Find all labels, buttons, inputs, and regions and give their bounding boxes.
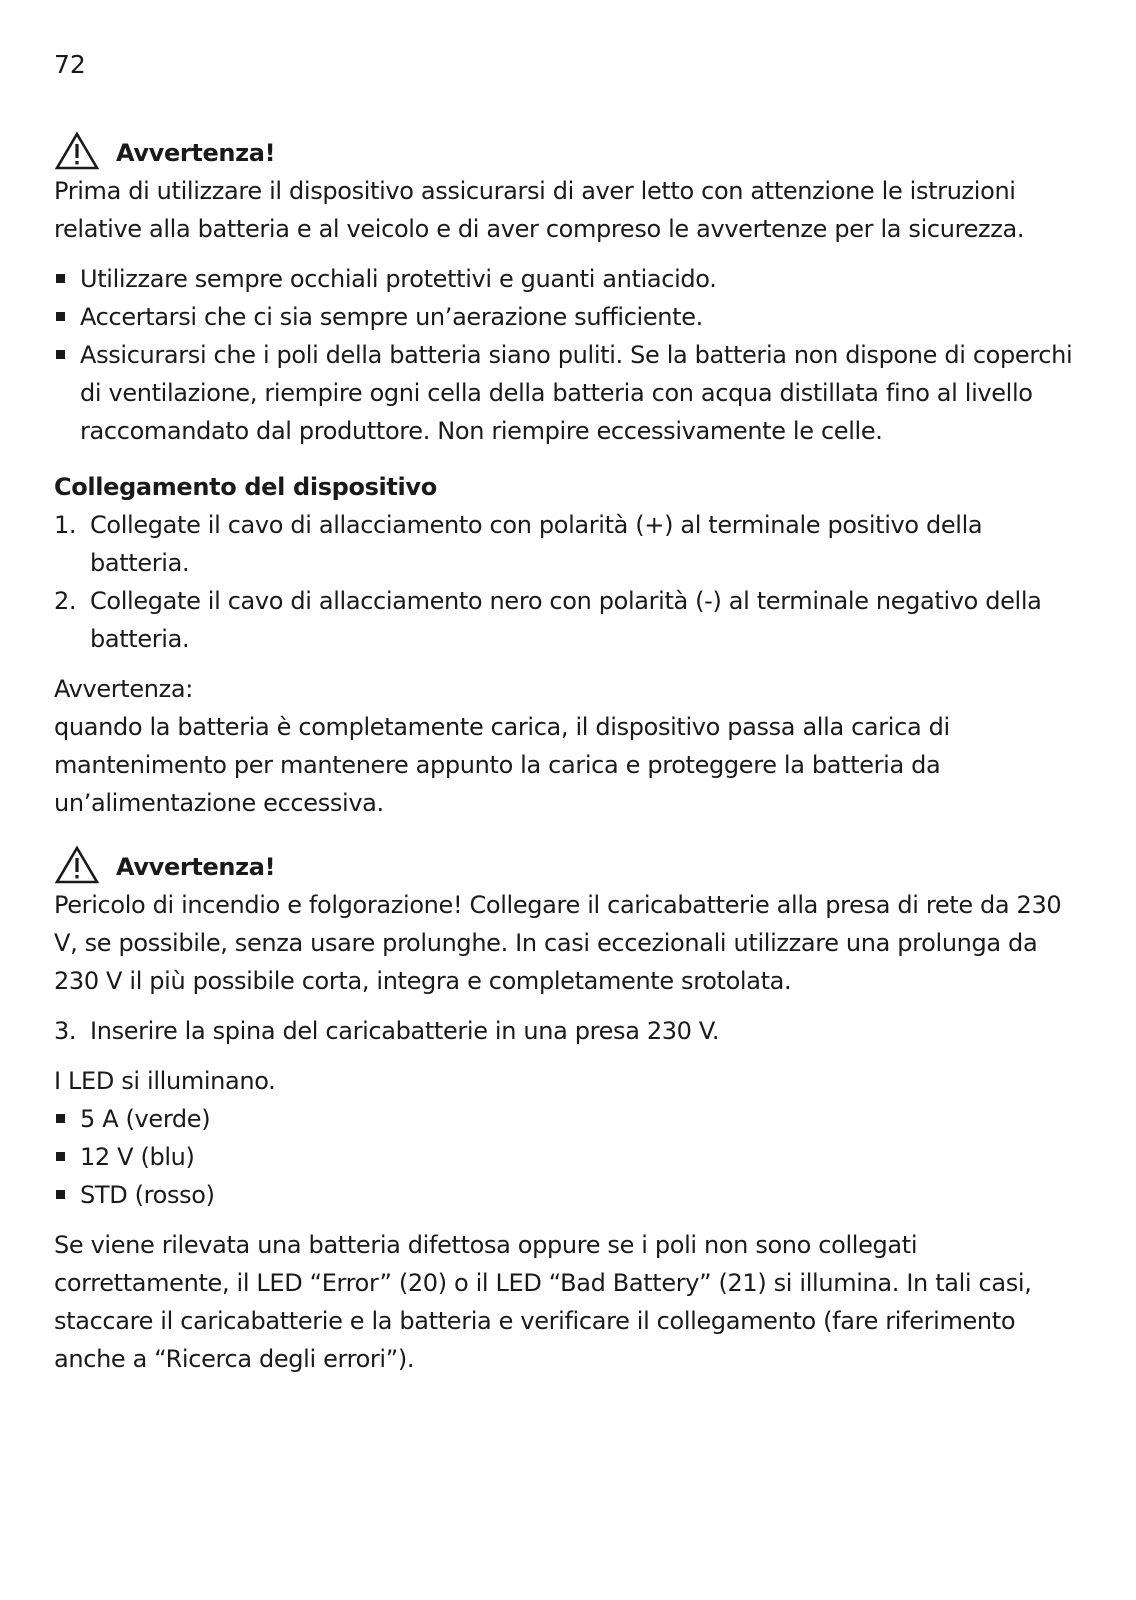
step-item [54,506,1074,582]
step-item [54,1012,1074,1050]
error-paragraph: Se viene rilevata una batteria difettosa oppure se i poli non sono collegati correttamente, il LED “Error” (20) o il LED “Bad Battery” (21) si illumina. In tali casi, staccare il caricabatterie e la batteria e verificare il collegamento (fare riferimento anche a “Ricerca degli errori”). [54,1231,1032,1373]
step-item [54,582,1074,658]
safety-list [54,260,1074,450]
step-number: 1. [54,511,77,539]
list-item: 5 A (verde) [54,1100,1074,1138]
step-text: Collegate il cavo di allacciamento nero con polarità (-) al terminale negativo della batteria. [90,587,1042,653]
warning-heading-2 [54,848,1074,886]
step-text: Inserire la spina del caricabatterie in una presa 230 V. [90,1017,720,1045]
warning-triangle-icon [54,845,100,885]
warning-text: Pericolo di incendio e folgorazione! Collegare il caricabatterie alla presa di rete da 230 V, se possibile, senza usare prolunghe. In casi eccezionali utilizzare una prolunga da 230 V il più possibile corta, integra e completamente srotolata. [54,891,1062,995]
warning-text: Prima di utilizzare il dispositivo assicurarsi di aver letto con attenzione le istruzioni relative alla batteria e al veicolo e di aver compreso le avvertenze per la sicurezza. [54,177,1025,243]
led-intro: I LED si illuminano. [54,1067,276,1095]
plug-step [54,1012,1074,1050]
list-item: Accertarsi che ci sia sempre un’aerazione sufficiente. [54,298,1074,336]
list-item: Utilizzare sempre occhiali protettivi e guanti antiacido. [54,260,1074,298]
step-number: 2. [54,587,77,615]
section-heading: Collegamento del dispositivo [54,473,437,501]
connection-steps [54,506,1074,658]
note-text: quando la batteria è completamente carica, il dispositivo passa alla carica di mantenimento per mantenere appunto la carica e proteggere la batteria da un’alimentazione eccessiva. [54,713,950,817]
note-label: Avvertenza: [54,675,193,703]
list-item: 12 V (blu) [54,1138,1074,1176]
step-text: Collegate il cavo di allacciamento con polarità (+) al terminale positivo della batteria. [90,511,983,577]
document-body [54,134,1074,1378]
page-number: 72 [54,50,86,79]
warning-title: Avvertenza! [116,139,276,167]
step-number: 3. [54,1017,77,1045]
warning-triangle-icon [54,131,100,171]
list-item: Assicurarsi che i poli della batteria siano puliti. Se la batteria non dispone di coperchi di ventilazione, riempire ogni cella della batteria con acqua distillata fino al livello raccomandato dal produttore. Non riempire eccessivamente le celle. [54,336,1074,450]
list-item: STD (rosso) [54,1176,1074,1214]
warning-heading-1 [54,134,1074,172]
led-list [54,1100,1074,1214]
warning-title: Avvertenza! [116,853,276,881]
